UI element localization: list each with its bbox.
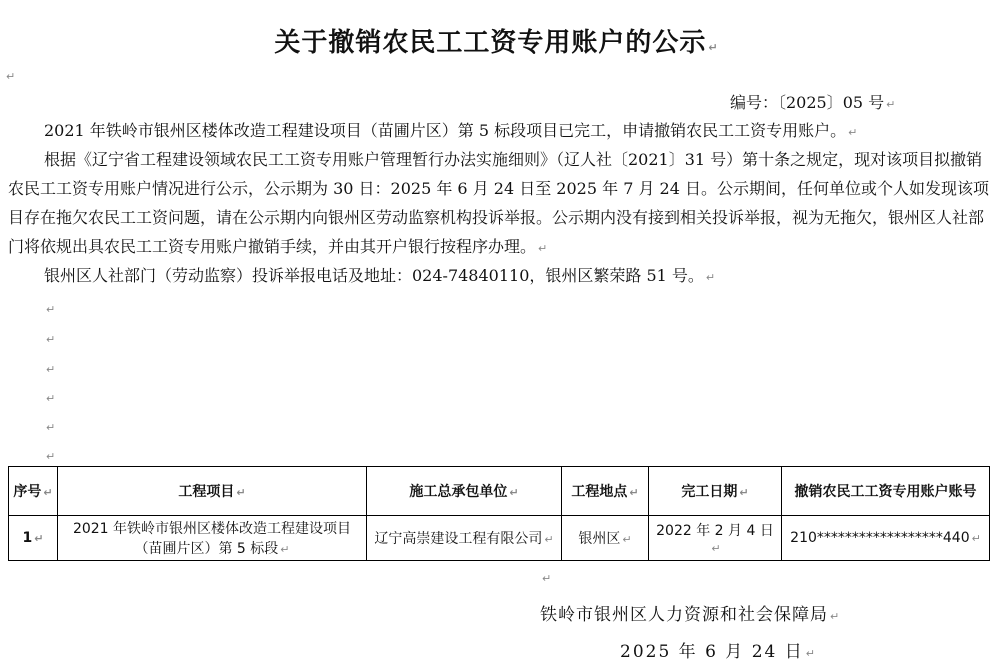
cell-account-number: 210******************440 ↵ <box>782 516 990 561</box>
table-row <box>9 516 990 561</box>
header-location: 工程地点 ↵ <box>562 467 649 516</box>
paragraph-mark: ↵ <box>542 572 552 585</box>
issue-date-text: 2025 年 6 月 24 日 <box>620 642 804 662</box>
cell-index: 1 ↵ <box>9 516 58 561</box>
title-text: 关于撤销农民工工资专用账户的公示 <box>274 28 707 58</box>
issuer-name: 铁岭市银州区人力资源和社会保障局 <box>540 605 828 625</box>
paragraph-2-text: 根据《辽宁省工程建设领域农民工工资专用账户管理暂行办法实施细则》（辽人社〔2021〕31 号）第十条之规定，现对该项目拟撤销农民工工资专用账户情况进行公示，公示期为 30 日：2025 年 6 月 24 日至 2025 年 7 月 24 日。公示期间，任何单位或个人如发现该项目存在拖欠农民工工资问题，请在公示期内向银州区劳动监察机构投诉举报。公示期内没有接到相关投诉举报，视为无拖欠，银州区人社部门将依规出具农民工工资专用账户撤销手续，并由其开户银行按程序办理。 <box>8 150 989 256</box>
document-number-text: 编号：〔2025〕05 号 <box>730 93 885 112</box>
paragraph-mark: ↵ <box>805 647 817 660</box>
cell-project: 2021 年铁岭市银州区楼体改造工程建设项目（苗圃片区）第 5 标段 ↵ <box>58 516 367 561</box>
cell-location: 银州区 ↵ <box>562 516 649 561</box>
paragraph-1-text: 2021 年铁岭市银州区楼体改造工程建设项目（苗圃片区）第 5 标段项目已完工，申请撤销农民工工资专用账户。 <box>44 121 847 140</box>
issuer-signature <box>540 600 840 625</box>
paragraph-mark: ↵ <box>886 98 896 111</box>
paragraph-mark: ↵ <box>705 271 716 284</box>
header-completion-date: 完工日期 ↵ <box>649 467 782 516</box>
paragraph-mark: ↵ <box>708 41 719 54</box>
document-number <box>730 90 895 113</box>
paragraph-3 <box>8 261 990 292</box>
paragraph-mark: ↵ <box>848 126 858 139</box>
paragraph-2 <box>8 145 990 263</box>
paragraph-mark: ↵ <box>46 392 56 405</box>
document-title <box>0 22 993 59</box>
paragraph-mark: ↵ <box>46 450 56 463</box>
paragraph-3-text: 银州区人社部门（劳动监察）投诉举报电话及地址：024-74840110，银州区繁荣路 51 号。 <box>44 266 704 285</box>
paragraph-mark: ↵ <box>830 610 841 623</box>
cell-contractor: 辽宁高崇建设工程有限公司 ↵ <box>367 516 562 561</box>
header-contractor: 施工总承包单位 ↵ <box>367 467 562 516</box>
paragraph-1 <box>8 116 990 147</box>
paragraph-mark: ↵ <box>46 303 56 316</box>
paragraph-mark: ↵ <box>538 242 548 255</box>
cell-completion-date: 2022 年 2 月 4 日↵ <box>649 516 782 561</box>
issue-date <box>620 637 817 662</box>
header-account-number: 撤销农民工工资专用账户账号 <box>782 467 990 516</box>
table-header-row <box>9 467 990 516</box>
paragraph-mark: ↵ <box>46 333 56 346</box>
project-table <box>8 466 990 561</box>
paragraph-mark: ↵ <box>46 421 56 434</box>
paragraph-mark: ↵ <box>6 70 16 83</box>
header-project: 工程项目 ↵ <box>58 467 367 516</box>
header-index: 序号 ↵ <box>9 467 58 516</box>
paragraph-mark: ↵ <box>46 363 56 376</box>
